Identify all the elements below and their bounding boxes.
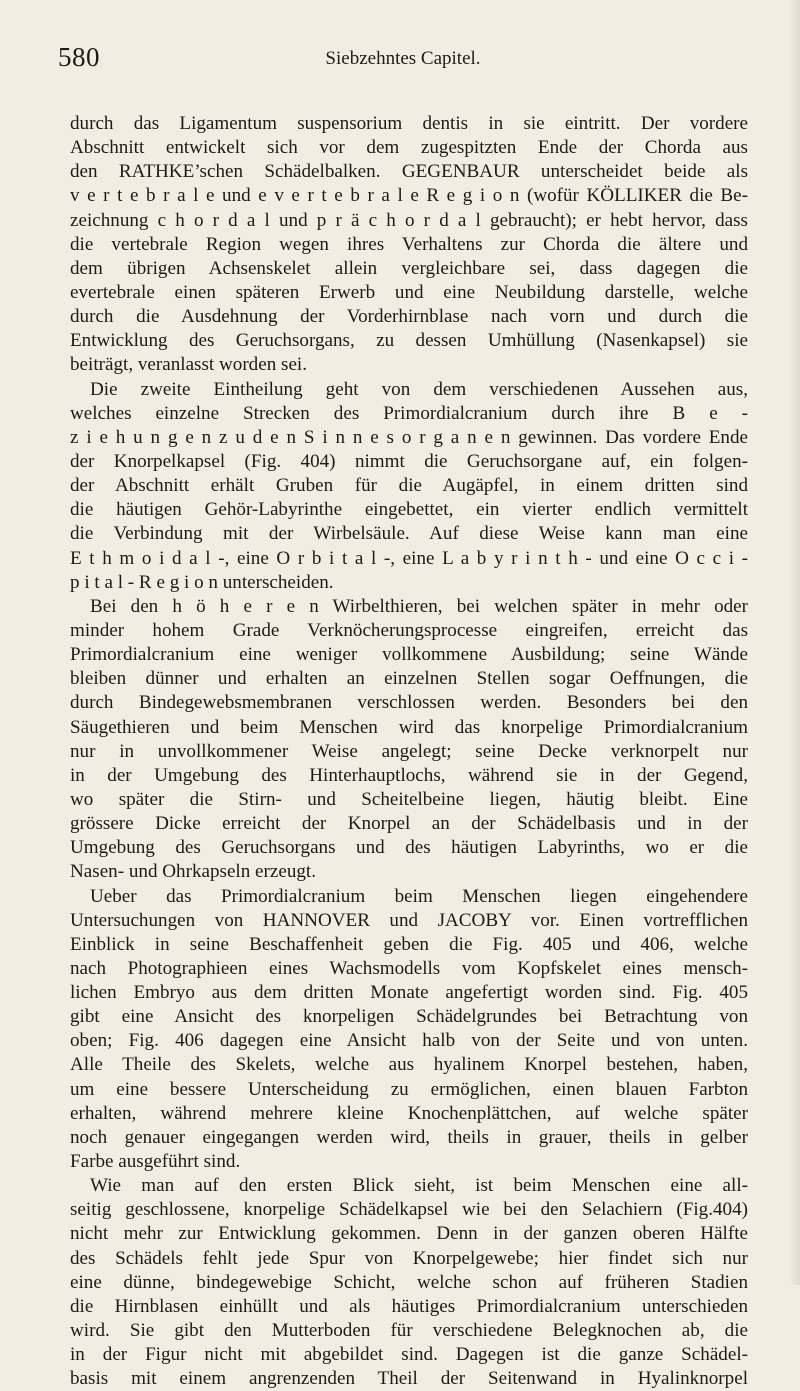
text-line: nach Photographieen eines Wachsmodells vom Kopfskelet eines mensch- xyxy=(70,957,748,979)
text-line: Primordialcranium eine weniger vollkommene Ausbildung; seine Wände xyxy=(70,644,748,666)
text-line: durch die Ausdehnung der Vorderhirnblase nach vorn und durch die xyxy=(70,306,748,328)
text-line: Abschnitt entwickelt sich vor dem zugespitzten Ende der Chorda aus xyxy=(70,137,748,159)
text-line: erhalten, während mehrere kleine Knochenplättchen, auf welche später xyxy=(70,1102,748,1124)
text-line: die häutigen Gehör-Labyrinthe eingebettet, ein vierter endlich vermittelt xyxy=(70,499,748,521)
text-line: Ueber das Primordialcranium beim Menschen liegen eingehendere xyxy=(90,885,748,907)
text-line: E t h m o i d a l -, eine O r b i t a l -, eine L a b y r i n t h - und eine O c c i - xyxy=(70,547,748,569)
text-line: in der Umgebung des Hinterhauptlochs, während sie in der Gegend, xyxy=(70,764,748,786)
text-line: wird. Sie gibt den Mutterboden für verschiedene Belegknochen ab, die xyxy=(70,1320,748,1342)
text-line: um eine bessere Unterscheidung zu ermöglichen, einen blauen Farbton xyxy=(70,1078,748,1100)
text-line: der Abschnitt erhält Gruben für die Augäpfel, in einem dritten sind xyxy=(70,475,748,497)
text-line: Die zweite Eintheilung geht von dem verschiedenen Aussehen aus, xyxy=(90,378,748,400)
text-line: v e r t e b r a l e und e v e r t e b r a l e R e g i o n (wofür KÖLLIKER die Be- xyxy=(70,185,748,207)
text-line: Untersuchungen von HANNOVER und JACOBY vor. Einen vortrefflichen xyxy=(70,909,748,931)
text-line: die Hirnblasen einhüllt und als häutiges Primordialcranium unterschieden xyxy=(70,1295,748,1317)
text-line: oben; Fig. 406 dagegen eine Ansicht halb von der Seite und von unten. xyxy=(70,1030,748,1052)
page-header xyxy=(58,42,748,76)
text-line: zeichnung c h o r d a l und p r ä c h o r d a l gebraucht); er hebt hervor, dass xyxy=(70,209,748,231)
text-line: Nasen- und Ohrkapseln erzeugt. xyxy=(70,861,317,883)
text-line: beiträgt, veranlasst worden sei. xyxy=(70,354,308,376)
text-line: Säugethieren und beim Menschen wird das knorpelige Primordialcranium xyxy=(70,716,748,738)
text-line: des Schädels fehlt jede Spur von Knorpelgewebe; hier findet sich nur xyxy=(70,1247,748,1269)
text-line: in der Figur nicht mit abgebildet sind. Dagegen ist die ganze Schädel- xyxy=(70,1344,748,1366)
text-line: lichen Embryo aus dem dritten Monate angefertigt worden sind. Fig. 405 xyxy=(70,982,748,1004)
page-number: 580 xyxy=(58,42,100,72)
text-line: p i t a l - R e g i o n unterscheiden. xyxy=(70,571,334,593)
text-line: Entwicklung des Geruchsorgans, zu dessen Umhüllung (Nasenkapsel) sie xyxy=(70,330,748,352)
text-line: durch das Ligamentum suspensorium dentis in sie eintritt. Der vordere xyxy=(70,113,748,134)
text-line: Bei den h ö h e r e n Wirbelthieren, bei welchen später in mehr oder xyxy=(90,595,748,617)
text-line: nur in unvollkommener Weise angelegt; seine Decke verknorpelt nur xyxy=(70,740,748,762)
text-line: noch genauer eingegangen werden wird, theils in grauer, theils in gelber xyxy=(70,1126,748,1148)
text-line: minder hohem Grade Verknöcherungsprocesse eingreifen, erreicht das xyxy=(70,619,748,641)
text-line: Umgebung des Geruchsorgans und des häutigen Labyrinths, wo er die xyxy=(70,837,748,859)
running-title: Siebzehntes Capitel. xyxy=(325,48,481,69)
text-line: durch Bindegewebsmembranen verschlossen werden. Besonders bei den xyxy=(70,692,748,714)
text-line: Wie man auf den ersten Blick sieht, ist beim Menschen eine all- xyxy=(90,1175,748,1197)
text-line: nicht mehr zur Entwicklung gekommen. Denn in der ganzen oberen Hälfte xyxy=(70,1223,748,1245)
text-line: der Knorpelkapsel (Fig. 404) nimmt die Geruchsorgane auf, ein folgen- xyxy=(70,450,748,472)
text-line: seitig geschlossene, knorpelige Schädelkapsel wie bei den Selachiern (Fig.404) xyxy=(70,1199,748,1221)
text-line: evertebrale einen späteren Erwerb und eine Neubildung darstelle, welche xyxy=(70,281,748,303)
text-line: gibt eine Ansicht des knorpeligen Schädelgrundes bei Betrachtung von xyxy=(70,1006,748,1028)
text-line: Alle Theile des Skelets, welche aus hyalinem Knorpel bestehen, haben, xyxy=(70,1054,748,1076)
text-line: Farbe ausgeführt sind. xyxy=(70,1151,241,1173)
text-line: z i e h u n g e n z u d e n S i n n e s o r g a n e n gewinnen. Das vordere Ende xyxy=(70,426,748,448)
page-edge-shadow xyxy=(790,0,800,1285)
text-line: welches einzelne Strecken des Primordialcranium durch ihre B e - xyxy=(70,402,748,424)
text-line: die Verbindung mit der Wirbelsäule. Auf diese Weise kann man eine xyxy=(70,523,748,545)
text-line: basis mit einem angrenzenden Theil der Seitenwand in Hyalinknorpel xyxy=(70,1368,748,1390)
text-line: die vertebrale Region wegen ihres Verhaltens zur Chorda die ältere und xyxy=(70,233,748,255)
text-line: eine dünne, bindegewebige Schicht, welche schon auf früheren Stadien xyxy=(70,1271,748,1293)
text-line: den RATHKE’schen Schädelbalken. GEGENBAUR unterscheidet beide als xyxy=(70,161,748,183)
text-line: dem übrigen Achsenskelet allein vergleichbare sei, dass dagegen die xyxy=(70,257,748,279)
body-text xyxy=(70,112,748,1391)
text-line: Einblick in seine Beschaffenheit geben die Fig. 405 und 406, welche xyxy=(70,933,748,955)
text-line: wo später die Stirn- und Scheitelbeine liegen, häutig bleibt. Eine xyxy=(70,788,748,810)
text-line: bleiben dünner und erhalten an einzelnen Stellen sogar Oeffnungen, die xyxy=(70,668,748,690)
text-line: grössere Dicke erreicht der Knorpel an der Schädelbasis und in der xyxy=(70,813,748,835)
